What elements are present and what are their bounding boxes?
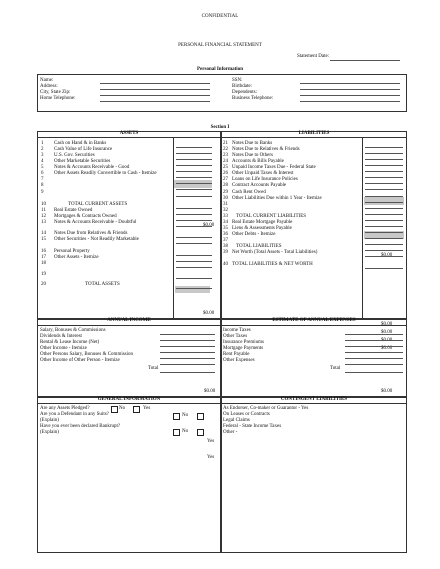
expense-item-label: Other Expenses — [223, 358, 255, 363]
personal-right-field[interactable] — [300, 83, 400, 84]
section-heading: Section I — [210, 125, 230, 130]
explain-label: (Explain) — [40, 418, 59, 423]
liability-amount-field[interactable] — [365, 226, 403, 227]
asset-amount-field[interactable] — [176, 214, 212, 215]
asset-row-number: 16 — [41, 249, 46, 254]
general-info-box — [37, 397, 221, 553]
asset-amount-field[interactable] — [176, 189, 212, 190]
income-amount-field[interactable] — [160, 334, 215, 335]
bankrupt-question: Have you ever been declared Bankrupt? — [40, 424, 121, 429]
expense-amount-field[interactable] — [345, 358, 403, 359]
asset-item-label: Other Securities - Not Readily Marketable — [54, 237, 139, 242]
personal-left-label: Address: — [40, 84, 58, 89]
confidential-label: CONFIDENTIAL — [201, 14, 239, 19]
assets-heading: ASSETS — [119, 131, 139, 136]
liability-row-number: 27 — [223, 177, 228, 182]
no-label: No — [182, 413, 189, 418]
liabilities-heading: LIABILITIES — [298, 131, 330, 136]
asset-row-number: 11 — [41, 208, 46, 213]
income-amount-field[interactable] — [160, 358, 215, 359]
liability-amount-field[interactable] — [365, 268, 403, 269]
assets-amount: $0.00 — [203, 223, 215, 228]
asset-row-number: 6 — [41, 171, 44, 176]
liability-row-number: 28 — [223, 183, 228, 188]
pledged-yes-checkbox[interactable] — [133, 406, 140, 413]
asset-item-label: Other Assets Readily Convertible to Cash - Itemize — [54, 171, 157, 176]
general-info-heading: GENERAL INFORMATION — [97, 397, 161, 402]
liabilities-amount: $0.00 — [381, 253, 393, 258]
asset-row-number: 4 — [41, 159, 44, 164]
asset-amount-field[interactable] — [176, 165, 212, 166]
liability-row-number: 34 — [223, 220, 228, 225]
liability-item-label: TOTAL LIABILITIES & NET WORTH — [232, 262, 313, 267]
expense-item-label: Insurance Premiums — [223, 340, 264, 345]
income-item-label: Other Persons Salary, Bonuses & Commission — [40, 352, 134, 357]
personal-right-label: Dependents: — [232, 90, 257, 95]
liability-row-number: 39 — [223, 250, 228, 255]
expense-amount-field[interactable] — [345, 334, 403, 335]
income-item-label: Dividends & Interest — [40, 334, 82, 339]
liability-amount-field[interactable] — [365, 189, 403, 190]
liabilities-amount: $0.00 — [381, 338, 393, 343]
asset-item-label: Cash on Hand & in Banks — [54, 141, 107, 146]
explain-label: (Explain) — [40, 430, 59, 435]
asset-amount-field[interactable] — [176, 278, 212, 279]
liability-row-number: 29 — [223, 190, 228, 195]
asset-row-number: 19 — [41, 272, 46, 277]
liability-amount-field[interactable] — [365, 171, 403, 172]
liability-row-number: 40 — [223, 262, 228, 267]
yes-label: Yes — [207, 455, 215, 460]
personal-right-field[interactable] — [300, 95, 400, 96]
liability-amount-field[interactable] — [365, 202, 403, 203]
liability-item-label: Unpaid Income Taxes Due - Federal State — [232, 165, 316, 170]
asset-amount-field[interactable] — [176, 208, 212, 209]
asset-amount-field[interactable] — [176, 171, 212, 172]
asset-item-label: Real Estate Owned — [54, 208, 93, 213]
annual-expenses-heading: ESTIMATE OF ANNUAL EXPENSES — [272, 318, 356, 323]
liability-amount-field[interactable] — [365, 214, 403, 215]
personal-left-label: Home Telephone: — [40, 96, 76, 101]
asset-item-label: Notes Due from Relatives & Friends — [54, 231, 128, 236]
defendant-no-checkbox[interactable] — [173, 413, 180, 420]
liability-amount-field[interactable] — [365, 183, 403, 184]
income-amount-field[interactable] — [160, 364, 215, 365]
asset-amount-field[interactable] — [176, 226, 212, 227]
asset-row-number: 15 — [41, 237, 46, 242]
income-item-label: Other Income of Other Person - Itemize — [40, 358, 120, 363]
personal-left-field[interactable] — [100, 95, 210, 96]
liability-amount-field[interactable] — [365, 220, 403, 221]
liability-row-number: 33 — [223, 214, 228, 219]
asset-row-number: 1 — [41, 141, 44, 146]
liability-row-number: 32 — [223, 208, 228, 213]
asset-row-number: 3 — [41, 153, 44, 158]
asset-row-number: 17 — [41, 255, 46, 260]
statement-date-field[interactable] — [330, 60, 400, 61]
asset-row-number: 13 — [41, 220, 46, 225]
personal-right-label: SSN: — [232, 78, 243, 83]
liability-amount-field[interactable] — [365, 196, 403, 197]
bankrupt-yes-checkbox[interactable] — [197, 429, 204, 436]
expense-total-label: Total — [330, 366, 341, 371]
liability-item-label: TOTAL CURRENT LIABILITIES — [236, 214, 307, 219]
liability-item-label: Notes Due to Others — [232, 153, 273, 158]
asset-amount-field[interactable] — [176, 159, 212, 160]
personal-right-label: Birthdate: — [232, 84, 252, 89]
asset-amount-field[interactable] — [176, 237, 212, 238]
asset-row-number: 18 — [41, 261, 46, 266]
liability-amount-field[interactable] — [365, 250, 403, 251]
defendant-question: Are you a Defendant in any Suits? — [40, 412, 109, 417]
asset-amount-field[interactable] — [176, 147, 212, 148]
contingent-item: As Endorser, Co-maker or Guarantor - Yes — [223, 406, 309, 411]
liability-amount-field[interactable] — [365, 147, 403, 148]
asset-amount-field[interactable] — [176, 153, 212, 154]
liability-row-number: 21 — [223, 141, 228, 146]
asset-row-number: 20 — [41, 282, 46, 287]
income-amount-field[interactable] — [160, 340, 215, 341]
asset-item-label: Notes & Accounts Receivable - Doubtful — [54, 220, 137, 225]
asset-item-label: Mortgages & Contracts Owned — [54, 214, 117, 219]
no-label: No — [119, 406, 126, 411]
statement-date-label: Statement Date: — [297, 54, 330, 59]
expense-item-label: Rent Payable — [223, 352, 250, 357]
liability-amount-field[interactable] — [365, 165, 403, 166]
liability-row-number: 38 — [223, 244, 228, 249]
expense-amount-field[interactable] — [345, 346, 403, 347]
liability-item-label: Other Debts - Itemize — [232, 232, 276, 237]
personal-info-heading: Personal Information — [197, 67, 243, 72]
annual-income-heading: ANNUAL INCOME — [107, 318, 151, 323]
liability-item-label: Other Liabilities Due within 1 Year - Itemize — [232, 196, 322, 201]
contingent-item: Federal - State Income Taxes — [223, 424, 282, 429]
liability-row-number: 25 — [223, 165, 228, 170]
income-amount-field[interactable] — [160, 352, 215, 353]
liability-item-label: Real Estate Mortgage Payable — [232, 220, 293, 225]
yes-label: Yes — [207, 439, 215, 444]
liabilities-amount: $0.00 — [381, 322, 393, 327]
page-title: PERSONAL FINANCIAL STATEMENT — [178, 43, 262, 48]
yes-label: Yes — [143, 406, 151, 411]
asset-item-label: Notes & Accounts Receivable - Good — [54, 165, 130, 170]
liability-item-label: Accounts & Bills Payable — [232, 159, 284, 164]
liability-amount-field[interactable] — [365, 244, 403, 245]
liability-item-label: Loans on Life Insurance Policies — [232, 177, 298, 182]
income-total-amount: $0.00 — [204, 389, 216, 394]
expense-total-field[interactable] — [345, 372, 403, 373]
expense-amount-field[interactable] — [345, 364, 403, 365]
personal-left-label: City, State Zip: — [40, 90, 71, 95]
liability-item-label: Other Unpaid Taxes & Interest — [232, 171, 294, 176]
liability-row-number: 37 — [223, 238, 228, 243]
personal-right-field[interactable] — [300, 101, 400, 102]
asset-amount-field[interactable] — [176, 177, 212, 178]
expense-item-label: Income Taxes — [223, 328, 251, 333]
asset-row-number: 9 — [41, 190, 44, 195]
liability-row-number: 30 — [223, 196, 228, 201]
personal-info-box — [37, 74, 407, 112]
expense-amount-field[interactable] — [345, 340, 403, 341]
liability-item-label: Notes Due to Banks — [232, 141, 273, 146]
assets-pledged-question: Are any Assets Pledged? — [40, 406, 90, 411]
liability-amount-field[interactable] — [365, 232, 403, 233]
liability-amount-field[interactable] — [365, 177, 403, 178]
liability-row-number: 22 — [223, 147, 228, 152]
asset-item-label: Personal Property — [54, 249, 90, 254]
income-total-field[interactable] — [160, 372, 215, 373]
liability-row-number: 23 — [223, 153, 228, 158]
contingent-heading: CONTINGENT LIABILITIES — [280, 397, 348, 402]
income-total-label: Total — [148, 366, 159, 371]
liability-item-label: Contract Accounts Payable — [232, 183, 287, 188]
personal-left-label: Name: — [40, 78, 54, 83]
assets-shaded-cell — [174, 180, 212, 188]
asset-amount-field[interactable] — [176, 243, 212, 244]
asset-row-number: 8 — [41, 183, 44, 188]
liability-row-number: 36 — [223, 232, 228, 237]
liability-amount-field[interactable] — [365, 256, 403, 257]
asset-amount-field[interactable] — [176, 183, 212, 184]
asset-item-label: TOTAL ASSETS — [85, 282, 120, 287]
personal-right-label: Business Telephone: — [232, 96, 274, 101]
asset-item-label: Other Marketable Securities — [54, 159, 111, 164]
total-assets-amount: $0.00 — [203, 311, 215, 316]
liability-row-number: 26 — [223, 171, 228, 176]
contingent-item: Legal Claims — [223, 418, 250, 423]
liability-item-label: Cash Rent Owed — [232, 190, 266, 195]
liability-item-label: Net Worth (Total Assets - Total Liabilities) — [232, 250, 318, 255]
liability-item-label: Liens & Assessments Payable — [232, 226, 292, 231]
income-amount-field[interactable] — [160, 346, 215, 347]
liabilities-amount: $0.00 — [381, 330, 393, 335]
asset-amount-field[interactable] — [176, 267, 212, 268]
asset-item-label: Other Assets - Itemize — [54, 255, 99, 260]
asset-item-label: Cash Value of Life Insurance — [54, 147, 113, 152]
asset-amount-field[interactable] — [176, 220, 212, 221]
liability-amount-field[interactable] — [365, 153, 403, 154]
asset-item-label: TOTAL CURRENT ASSETS — [68, 202, 128, 207]
liabilities-amount: $0.00 — [381, 346, 393, 351]
liability-item-label: TOTAL LIABILITIES — [236, 244, 282, 249]
asset-row-number: 10 — [41, 202, 46, 207]
asset-amount-field[interactable] — [176, 196, 212, 197]
pledged-no-checkbox[interactable] — [111, 406, 118, 413]
expense-total-amount: $0.00 — [381, 389, 393, 394]
liability-row-number: 35 — [223, 226, 228, 231]
asset-item-label: U.S. Gov. Securities — [54, 153, 95, 158]
asset-row-number: 7 — [41, 177, 44, 182]
asset-amount-field[interactable] — [176, 288, 212, 289]
contingent-item: Other - — [223, 430, 238, 435]
expense-amount-field[interactable] — [345, 352, 403, 353]
personal-left-field[interactable] — [100, 83, 210, 84]
income-item-label: Salary, Bonuses & Commissions — [40, 328, 106, 333]
no-label: No — [182, 429, 189, 434]
contingent-item: On Leases or Contracts — [223, 412, 270, 417]
bankrupt-no-checkbox[interactable] — [173, 429, 180, 436]
expense-item-label: Mortgage Payments — [223, 346, 264, 351]
asset-row-number: 2 — [41, 147, 44, 152]
liability-amount-field[interactable] — [365, 159, 403, 160]
liabilities-shaded-cell — [364, 197, 404, 205]
liability-row-number: 24 — [223, 159, 228, 164]
expense-item-label: Other Taxes — [223, 334, 248, 339]
liability-row-number: 31 — [223, 202, 228, 207]
liability-amount-field[interactable] — [365, 238, 403, 239]
personal-left-field[interactable] — [100, 89, 210, 90]
defendant-yes-checkbox[interactable] — [197, 413, 204, 420]
asset-row-number: 5 — [41, 165, 44, 170]
liability-item-label: Notes Due to Relatives & Friends — [232, 147, 300, 152]
asset-amount-field[interactable] — [176, 261, 212, 262]
personal-right-field[interactable] — [300, 89, 400, 90]
income-item-label: Other Income - Itemize — [40, 346, 87, 351]
asset-row-number: 12 — [41, 214, 46, 219]
asset-row-number: 14 — [41, 231, 46, 236]
liability-amount-field[interactable] — [365, 208, 403, 209]
asset-amount-field[interactable] — [176, 255, 212, 256]
personal-left-field[interactable] — [100, 101, 210, 102]
income-item-label: Rental & Lease Income (Net) — [40, 340, 100, 345]
